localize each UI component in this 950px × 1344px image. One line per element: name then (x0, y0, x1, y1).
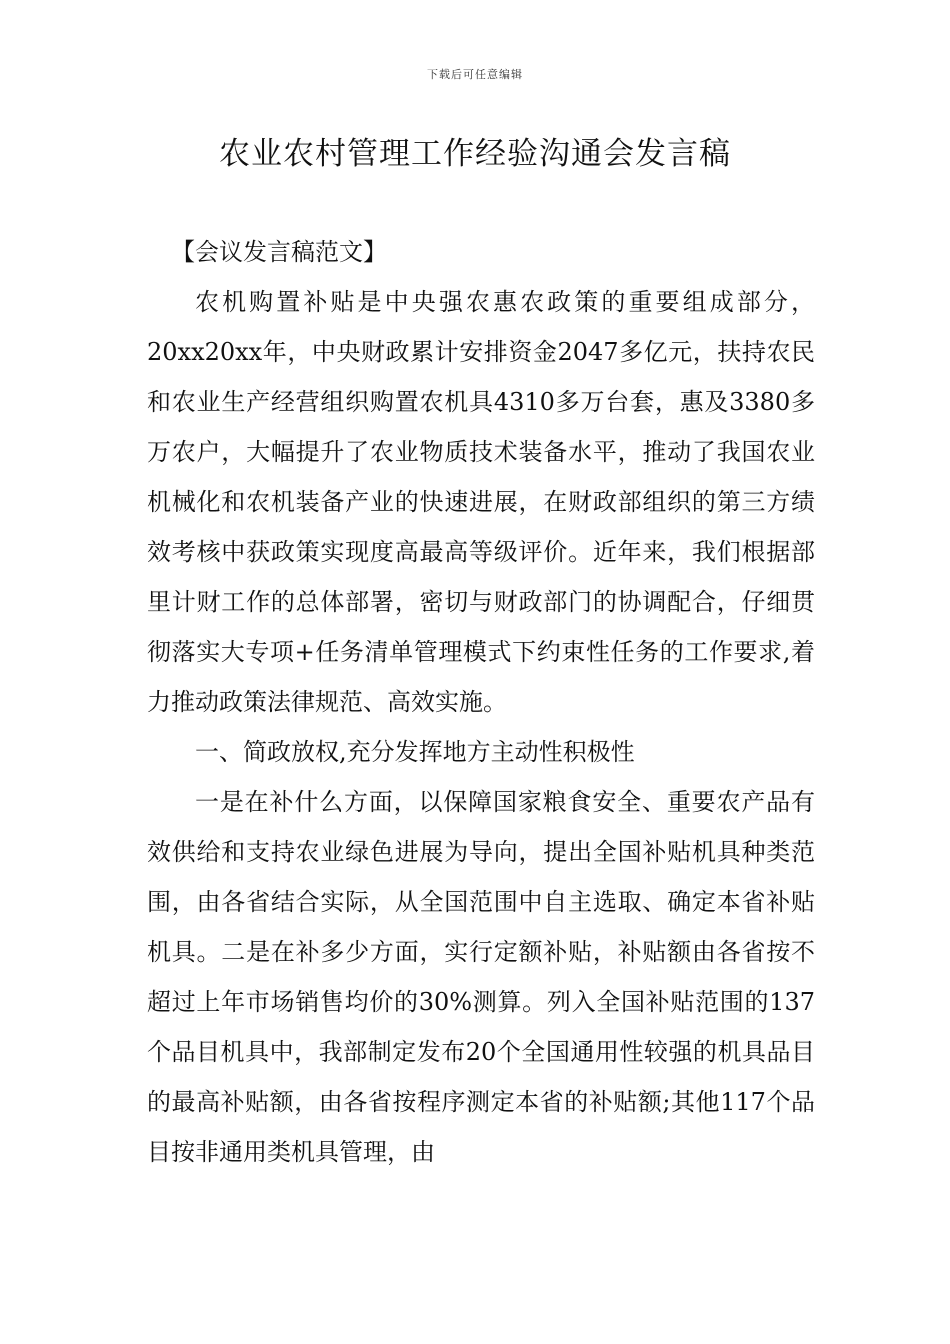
header-note: 下载后可任意编辑 (427, 68, 523, 81)
section-heading: 一、简政放权,充分发挥地方主动性积极性 (195, 738, 635, 766)
section-tag: 【会议发言稿范文】 (171, 238, 387, 266)
paragraph: 一是在补什么方面，以保障国家粮食安全、重要农产品有效供给和支持农业绿色进展为导向，提出全国补贴机具种类范围，由各省结合实际，从全国范围中自主选取、确定本省补贴机具。二是在补多少方面，实行定额补贴，补贴额由各省按不超过上年市场销售均价的30%测算。列入全国补贴范围的137个品目机具中，我部制定发布20个全国通用性较强的机具品目的最高补贴额，由各省按程序测定本省的补贴额;其他117个品目按非通用类机具管理，由 (147, 788, 815, 1166)
document-body (147, 227, 815, 1177)
paragraph: 农机购置补贴是中央强农惠农政策的重要组成部分，20xx20xx年，中央财政累计安排资金2047多亿元，扶持农民和农业生产经营组织购置农机具4310多万台套，惠及3380多万农户，大幅提升了农业物质技术装备水平，推动了我国农业机械化和农机装备产业的快速进展，在财政部组织的第三方绩效考核中获政策实现度高最高等级评价。近年来，我们根据部里计财工作的总体部署，密切与财政部门的协调配合，仔细贯彻落实大专项+任务清单管理模式下约束性任务的工作要求,着力推动政策法律规范、高效实施。 (147, 288, 815, 716)
document-title: 农业农村管理工作经验沟通会发言稿 (219, 136, 731, 172)
